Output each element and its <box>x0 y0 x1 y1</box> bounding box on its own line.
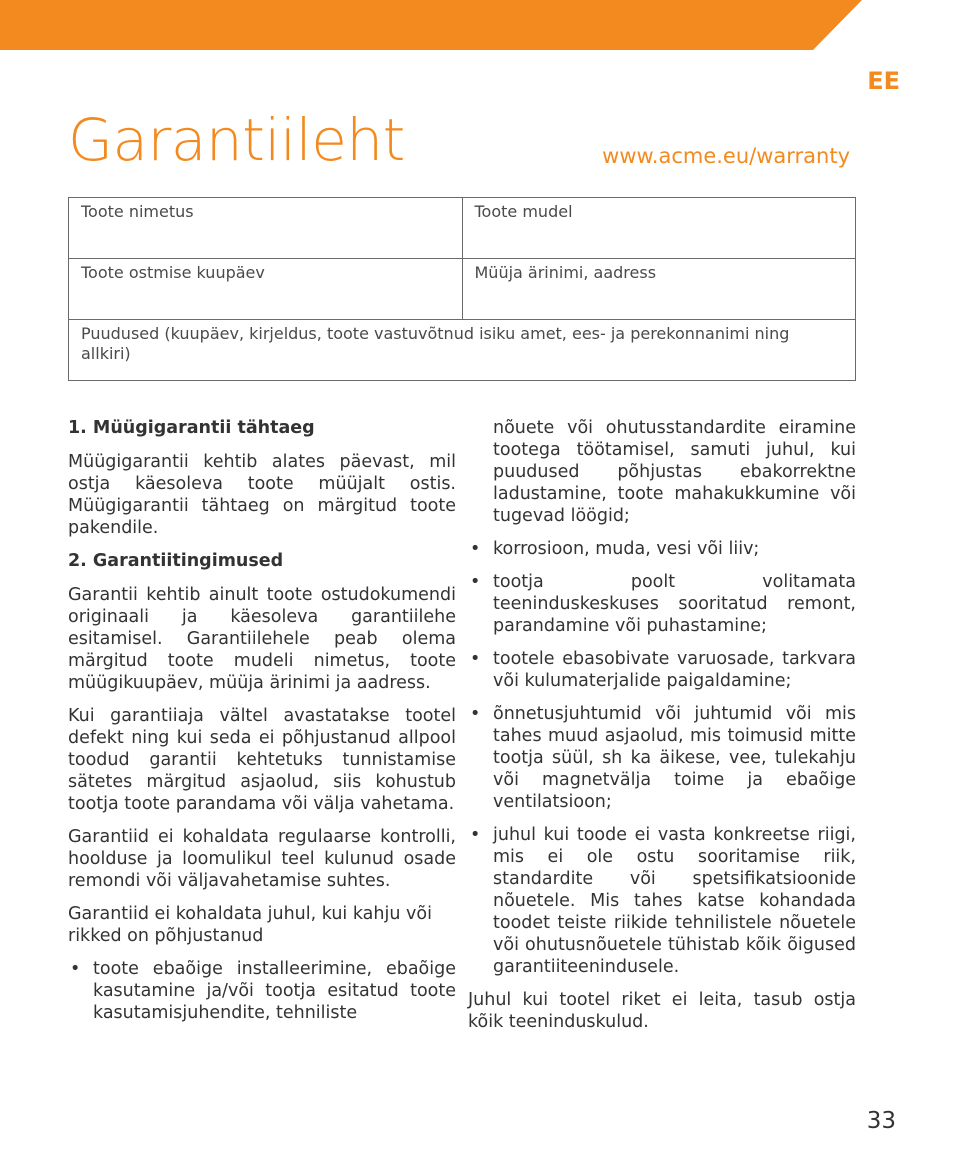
language-code: EE <box>867 67 900 95</box>
list-item-continuation: nõuete või ohutusstandardite eiramine tootega töötamisel, samuti juhul, kui puudused põhjustas ebakorrektne ladustamine, toote mahakukkumine või tugevad löögid; <box>493 418 856 526</box>
purchase-date-field[interactable]: Toote ostmise kuupäev <box>69 259 463 320</box>
exclusions-list-continued <box>468 538 856 978</box>
paragraph: Kui garantiiaja vältel avastatakse tootel defekt ning kui seda ei põhjustanud allpool toodud garantii kehtetuks tunnistamise sätetes märgitud asjaolud, siis kohustub tootja toote parandama või välja vahetama. <box>68 706 456 814</box>
product-name-field[interactable]: Toote nimetus <box>69 198 463 259</box>
section-heading: 1. Müügigarantii tähtaeg <box>68 418 315 438</box>
paragraph: Garantiid ei kohaldata regulaarse kontrolli, hoolduse ja loomulikul teel kulunud osade remondi või väljavahetamise suhtes. <box>68 827 456 891</box>
list-item: • juhul kui toode ei vasta konkreetse riigi, mis ei ole ostu sooritamise riik, standardite või spetsifikatsioonide nõuetele. Mis tahes katse kohandada toodet teiste riikide tehnilistele nõuetele või ohutusnõuetele tühistab kõik õigused garantiiteenindusele. <box>468 824 856 978</box>
list-item: • tootele ebasobivate varuosade, tarkvara või kulumaterjalide paigaldamine; <box>468 648 856 692</box>
seller-field[interactable]: Müüja ärinimi, aadress <box>462 259 856 320</box>
exclusions-list <box>68 958 456 1024</box>
left-column <box>68 417 456 1035</box>
product-model-field[interactable]: Toote mudel <box>462 198 856 259</box>
warranty-form-table <box>68 197 856 381</box>
orange-banner <box>0 0 954 50</box>
section-heading: 2. Garantiitingimused <box>68 551 284 571</box>
paragraph: Garantii kehtib ainult toote ostudokumendi originaali ja käesoleva garantiilehe esitamisel. Garantiilehele peab olema märgitud toote mudeli nimetus, toote müügikuupäev, müüja ärinimi ja aadress. <box>68 585 456 693</box>
list-item: • korrosioon, muda, vesi või liiv; <box>468 538 856 560</box>
paragraph: Müügigarantii kehtib alates päevast, mil ostja käesoleva toote müüjalt ostis. Müügigarantii tähtaeg on märgitud toote pakendile. <box>68 452 456 538</box>
list-item: • toote ebaõige installeerimine, ebaõige kasutamine ja/või tootja esitatud toote kasutamisjuhendite, tehniliste <box>68 958 456 1024</box>
paragraph: Juhul kui tootel riket ei leita, tasub ostja kõik teeninduskulud. <box>468 990 856 1032</box>
warranty-url[interactable]: www.acme.eu/warranty <box>602 144 850 168</box>
page-title: Garantiileht <box>68 106 405 174</box>
list-item: • õnnetusjuhtumid või juhtumid või mis tahes muud asjaolud, mis toimusid mitte tootja süül, sh ka äikese, vee, tulekahju või magnetvälja toime ja ebaõige ventilatsioon; <box>468 703 856 813</box>
list-item: • tootja poolt volitamata teeninduskeskuses sooritatud remont, parandamine või puhastamine; <box>468 571 856 637</box>
defects-field[interactable]: Puudused (kuupäev, kirjeldus, toote vastuvõtnud isiku amet, ees- ja perekonnanimi ning allkiri) <box>69 320 856 381</box>
page-number: 33 <box>866 1108 896 1134</box>
paragraph: Garantiid ei kohaldata juhul, kui kahju või rikked on põhjustanud <box>68 904 432 946</box>
right-column <box>468 417 856 1044</box>
